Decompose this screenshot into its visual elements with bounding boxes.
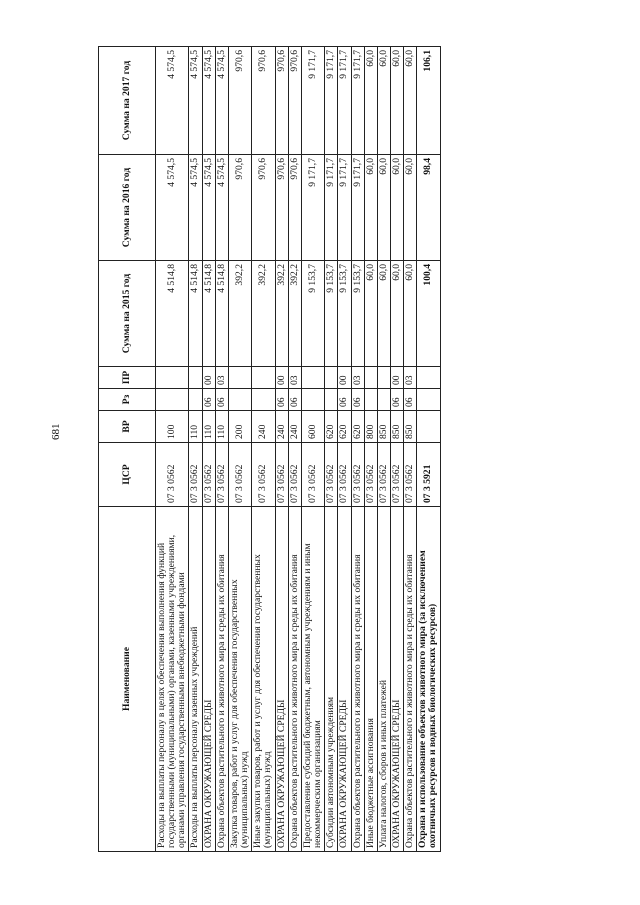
cell-vr: 200 <box>228 411 251 443</box>
cell-vr: 240 <box>288 411 301 443</box>
cell-sum-2016: 970,6 <box>288 155 301 261</box>
table-row <box>228 47 251 852</box>
budget-table <box>98 46 441 852</box>
header-2017: Сумма на 2017 год <box>99 47 156 155</box>
cell-sum-2016: 970,6 <box>228 155 251 261</box>
table-row <box>301 47 324 852</box>
cell-pr: 03 <box>351 367 364 389</box>
cell-rz: 06 <box>288 389 301 411</box>
cell-rz <box>301 389 324 411</box>
cell-sum-2017: 60,0 <box>364 47 377 155</box>
cell-sum-2015: 4 514,8 <box>215 261 228 367</box>
cell-csr: 07 3 0562 <box>390 443 403 507</box>
cell-sum-2016: 9 171,7 <box>351 155 364 261</box>
cell-sum-2016: 60,0 <box>404 155 417 261</box>
cell-sum-2016: 970,6 <box>252 155 275 261</box>
cell-rz <box>252 389 275 411</box>
cell-csr: 07 3 0562 <box>252 443 275 507</box>
cell-sum-2015: 9 153,7 <box>351 261 364 367</box>
cell-vr: 850 <box>390 411 403 443</box>
cell-vr: 600 <box>301 411 324 443</box>
cell-sum-2017: 970,6 <box>275 47 288 155</box>
cell-sum-2015: 100,4 <box>417 261 440 367</box>
cell-csr: 07 3 0562 <box>228 443 251 507</box>
cell-csr: 07 3 0562 <box>404 443 417 507</box>
cell-vr <box>417 411 440 443</box>
cell-sum-2016: 60,0 <box>377 155 390 261</box>
cell-sum-2016: 9 171,7 <box>301 155 324 261</box>
cell-sum-2016: 4 574,5 <box>215 155 228 261</box>
table-row <box>189 47 202 852</box>
cell-name: Охрана объектов растительного и животного мира и среды их обитания <box>215 507 228 852</box>
cell-sum-2017: 970,6 <box>288 47 301 155</box>
cell-name: ОХРАНА ОКРУЖАЮЩЕЙ СРЕДЫ <box>390 507 403 852</box>
cell-name: Субсидии автономным учреждениям <box>325 507 338 852</box>
header-2016: Сумма на 2016 год <box>99 155 156 261</box>
cell-sum-2016: 4 574,5 <box>189 155 202 261</box>
cell-name: Иные бюджетные ассигнования <box>364 507 377 852</box>
cell-name: Охрана и использование объектов животного мира (за исключением охотничьих ресурсов и водных биологических ресурсов) <box>417 507 440 852</box>
cell-sum-2017: 4 574,5 <box>215 47 228 155</box>
table-header-row <box>99 47 156 852</box>
rotated-page <box>98 47 441 852</box>
cell-rz: 06 <box>390 389 403 411</box>
cell-sum-2015: 4 514,8 <box>189 261 202 367</box>
cell-sum-2015: 9 153,7 <box>325 261 338 367</box>
cell-vr: 240 <box>275 411 288 443</box>
cell-sum-2015: 60,0 <box>364 261 377 367</box>
cell-csr: 07 3 0562 <box>301 443 324 507</box>
cell-name: ОХРАНА ОКРУЖАЮЩЕЙ СРЕДЫ <box>275 507 288 852</box>
cell-name: Расходы на выплаты персоналу в целях обеспечения выполнения функций государственными (муниципальными) органами, казенными учреждениями, органами управления государственными внебюджетными фондами <box>156 507 189 852</box>
cell-sum-2015: 9 153,7 <box>338 261 351 367</box>
cell-csr: 07 3 0562 <box>351 443 364 507</box>
header-2015: Сумма на 2015 год <box>99 261 156 367</box>
cell-pr <box>377 367 390 389</box>
cell-csr: 07 3 0562 <box>215 443 228 507</box>
cell-sum-2015: 4 514,8 <box>156 261 189 367</box>
cell-name: Расходы на выплаты персоналу казенных учреждений <box>189 507 202 852</box>
cell-pr <box>228 367 251 389</box>
table-row <box>404 47 417 852</box>
table-row <box>364 47 377 852</box>
cell-sum-2015: 60,0 <box>404 261 417 367</box>
cell-sum-2017: 9 171,7 <box>301 47 324 155</box>
cell-name: Уплата налогов, сборов и иных платежей <box>377 507 390 852</box>
cell-rz <box>156 389 189 411</box>
cell-sum-2016: 4 574,5 <box>202 155 215 261</box>
cell-pr <box>325 367 338 389</box>
cell-csr: 07 3 0562 <box>325 443 338 507</box>
cell-csr: 07 3 0562 <box>338 443 351 507</box>
cell-sum-2015: 9 153,7 <box>301 261 324 367</box>
cell-vr: 620 <box>351 411 364 443</box>
table-row <box>390 47 403 852</box>
cell-sum-2015: 60,0 <box>390 261 403 367</box>
cell-name: Предоставление субсидий бюджетным, автономным учреждениям и иным некоммерческим организациям <box>301 507 324 852</box>
cell-rz <box>377 389 390 411</box>
table-row <box>288 47 301 852</box>
cell-sum-2016: 4 574,5 <box>156 155 189 261</box>
cell-vr: 800 <box>364 411 377 443</box>
header-vr: ВР <box>99 411 156 443</box>
cell-sum-2015: 392,2 <box>275 261 288 367</box>
cell-pr <box>252 367 275 389</box>
cell-sum-2017: 106,1 <box>417 47 440 155</box>
cell-vr: 100 <box>156 411 189 443</box>
cell-csr: 07 3 0562 <box>288 443 301 507</box>
table-row <box>338 47 351 852</box>
table-row <box>325 47 338 852</box>
cell-rz: 06 <box>351 389 364 411</box>
cell-csr: 07 3 0562 <box>377 443 390 507</box>
cell-sum-2017: 60,0 <box>377 47 390 155</box>
cell-vr: 620 <box>325 411 338 443</box>
cell-csr: 07 3 0562 <box>364 443 377 507</box>
table-row <box>156 47 189 852</box>
table-body <box>156 47 441 852</box>
cell-rz <box>189 389 202 411</box>
cell-csr: 07 3 0562 <box>189 443 202 507</box>
cell-sum-2017: 970,6 <box>228 47 251 155</box>
cell-sum-2016: 60,0 <box>390 155 403 261</box>
cell-pr: 00 <box>202 367 215 389</box>
cell-sum-2017: 9 171,7 <box>351 47 364 155</box>
cell-vr: 240 <box>252 411 275 443</box>
cell-rz: 06 <box>275 389 288 411</box>
cell-sum-2017: 4 574,5 <box>156 47 189 155</box>
cell-csr: 07 3 0562 <box>275 443 288 507</box>
cell-pr: 00 <box>338 367 351 389</box>
cell-sum-2015: 392,2 <box>252 261 275 367</box>
cell-vr: 110 <box>215 411 228 443</box>
cell-pr <box>189 367 202 389</box>
cell-sum-2016: 9 171,7 <box>325 155 338 261</box>
table-row <box>377 47 390 852</box>
table-row <box>215 47 228 852</box>
cell-vr: 620 <box>338 411 351 443</box>
cell-vr: 110 <box>202 411 215 443</box>
cell-sum-2017: 4 574,5 <box>202 47 215 155</box>
cell-rz <box>417 389 440 411</box>
cell-rz <box>325 389 338 411</box>
header-rz: Рз <box>99 389 156 411</box>
cell-sum-2015: 392,2 <box>288 261 301 367</box>
cell-sum-2017: 60,0 <box>390 47 403 155</box>
cell-vr: 110 <box>189 411 202 443</box>
header-name: Наименование <box>99 507 156 852</box>
table-row <box>252 47 275 852</box>
cell-name: ОХРАНА ОКРУЖАЮЩЕЙ СРЕДЫ <box>202 507 215 852</box>
table-row <box>275 47 288 852</box>
cell-pr: 00 <box>275 367 288 389</box>
cell-sum-2016: 970,6 <box>275 155 288 261</box>
cell-sum-2017: 9 171,7 <box>325 47 338 155</box>
cell-csr: 07 3 0562 <box>156 443 189 507</box>
cell-csr: 07 3 0562 <box>202 443 215 507</box>
cell-pr <box>364 367 377 389</box>
cell-sum-2017: 60,0 <box>404 47 417 155</box>
cell-sum-2016: 60,0 <box>364 155 377 261</box>
page-number: 681 <box>50 423 62 440</box>
cell-rz <box>364 389 377 411</box>
table-row <box>351 47 364 852</box>
cell-pr: 00 <box>390 367 403 389</box>
cell-vr: 850 <box>404 411 417 443</box>
cell-name: Закупка товаров, работ и услуг для обеспечения государственных (муниципальных) нужд <box>228 507 251 852</box>
cell-name: Охрана объектов растительного и животного мира и среды их обитания <box>404 507 417 852</box>
table-row <box>417 47 440 852</box>
cell-sum-2017: 4 574,5 <box>189 47 202 155</box>
cell-sum-2017: 9 171,7 <box>338 47 351 155</box>
cell-csr: 07 3 5921 <box>417 443 440 507</box>
cell-sum-2015: 60,0 <box>377 261 390 367</box>
cell-name: Охрана объектов растительного и животного мира и среды их обитания <box>288 507 301 852</box>
cell-vr: 850 <box>377 411 390 443</box>
cell-sum-2015: 392,2 <box>228 261 251 367</box>
cell-pr <box>417 367 440 389</box>
cell-rz: 06 <box>404 389 417 411</box>
cell-pr: 03 <box>288 367 301 389</box>
table-row <box>202 47 215 852</box>
cell-name: Охрана объектов растительного и животного мира и среды их обитания <box>351 507 364 852</box>
cell-sum-2017: 970,6 <box>252 47 275 155</box>
cell-sum-2015: 4 514,8 <box>202 261 215 367</box>
cell-sum-2016: 98,4 <box>417 155 440 261</box>
cell-rz <box>228 389 251 411</box>
cell-rz: 06 <box>215 389 228 411</box>
cell-pr: 03 <box>404 367 417 389</box>
cell-name: Иные закупки товаров, работ и услуг для обеспечения государственных (муниципальных) нужд <box>252 507 275 852</box>
cell-pr: 03 <box>215 367 228 389</box>
cell-sum-2016: 9 171,7 <box>338 155 351 261</box>
cell-name: ОХРАНА ОКРУЖАЮЩЕЙ СРЕДЫ <box>338 507 351 852</box>
cell-pr <box>156 367 189 389</box>
cell-pr <box>301 367 324 389</box>
cell-rz: 06 <box>338 389 351 411</box>
header-csr: ЦСР <box>99 443 156 507</box>
header-pr: ПР <box>99 367 156 389</box>
cell-rz: 06 <box>202 389 215 411</box>
